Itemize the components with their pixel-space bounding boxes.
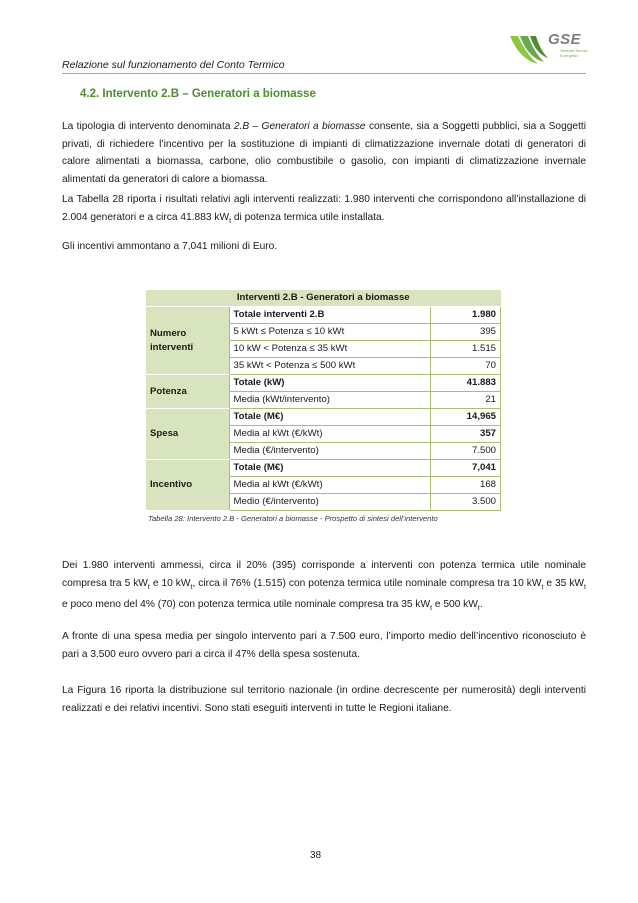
table-row-label: Totale (M€) (229, 460, 431, 477)
table-row-value: 1.515 (431, 341, 501, 358)
document-header-title: Relazione sul funzionamento del Conto Termico (62, 59, 285, 71)
paragraph-power-distribution: Dei 1.980 interventi ammessi, circa il 20% (395) corrisponde a interventi con potenza termica utile nominale compresa tra 5 $kW_t$ e 10 $kW_t$, circa il 76% (1.515) con potenza termica utile nominale compresa tra 10 $kW_t$ e 35 $kW_t$ e poco meno del 4% (70) con potenza termica utile nominale compresa tra 35 $kW_t$ e 500 $kW_t$. (62, 560, 586, 613)
summary-table (146, 290, 501, 511)
paragraph-intro: La tipologia di intervento denominata 2.B – Generatori a biomasse consente, sia a Soggetti pubblici, sia a Soggetti privati, di richiedere l’incentivo per la sostituzione di impianti di climatizzazione invernale dotati di generatori di calore alimentati a biomassa, carbone, olio combustibile o gasolio, con impianti di climatizzazione invernale alimentati da generatori di calore a biomassa. (62, 121, 587, 185)
table-row-label: 35 kWt < Potenza ≤ 500 kWt (229, 358, 431, 375)
table-row-value: 395 (431, 324, 501, 341)
table-row-label: Totale (M€) (229, 409, 431, 426)
table-row-label: Media al kWt (€/kWt) (229, 426, 431, 443)
table-row-value: 21 (431, 392, 501, 409)
table-row-value: 357 (431, 426, 501, 443)
table-row-value: 14,965 (431, 409, 501, 426)
paragraph-figure-reference: La Figura 16 riporta la distribuzione sul territorio nazionale (in ordine decrescente per numerosità) degli interventi realizzati e dei relativi incentivi. Sono stati eseguiti interventi in tutte le Regioni italiane. (62, 685, 586, 714)
table-row-label: Media (kWt/intervento) (229, 392, 431, 409)
table-title: Interventi 2.B - Generatori a biomasse (146, 290, 501, 307)
group-spesa: Spesa (146, 409, 229, 460)
table-row-label: Media (€/intervento) (229, 443, 431, 460)
table-row-value: 168 (431, 477, 501, 494)
header-divider (62, 73, 586, 74)
table-row-label: Totale (kW) (229, 375, 431, 392)
logo-subtitle: Gestore Servizi Energetici (560, 48, 588, 58)
table-row-value: 3.500 (431, 494, 501, 511)
table-row-label: Medio (€/intervento) (229, 494, 431, 511)
section-heading: 4.2. Intervento 2.B – Generatori a biomasse (80, 88, 316, 100)
paragraph-average-spend: A fronte di una spesa media per singolo intervento pari a 7.500 euro, l’importo medio dell’incentivo riconosciuto è pari a 3.500 euro ovvero pari a circa il 47% della spesa sostenuta. (62, 631, 586, 660)
group-potenza: Potenza (146, 375, 229, 409)
table-row-value: 1.980 (431, 307, 501, 324)
paragraph-incentives: Gli incentivi ammontano a 7,041 milioni di Euro. (62, 241, 278, 252)
table-row-label: Totale interventi 2.B (229, 307, 431, 324)
page-number: 38 (310, 850, 322, 861)
table-row-value: 70 (431, 358, 501, 375)
table-row-value: 41.883 (431, 375, 501, 392)
table-row-label: Media al kWt (€/kWt) (229, 477, 431, 494)
table-row-label: 10 kW < Potenza ≤ 35 kWt (229, 341, 431, 358)
table-row-value: 7,041 (431, 460, 501, 477)
table-caption: Tabella 28: Intervento 2.B - Generatori a biomasse - Prospetto di sintesi dell’intervento (148, 514, 438, 523)
logo-wordmark: GSE (548, 31, 582, 48)
table-row-value: 7.500 (431, 443, 501, 460)
table-row-label: 5 kWt ≤ Potenza ≤ 10 kWt (229, 324, 431, 341)
group-incentivo: Incentivo (146, 460, 229, 511)
group-numero-interventi: Numero interventi (146, 307, 229, 375)
paragraph-table-reference: La Tabella 28 riporta i risultati relativi agli interventi realizzati: 1.980 interventi che corrispondono all’installazione di 2.004 generatori e a circa 41.883 $kW_t$ di potenza termica utile installata. (62, 194, 586, 225)
